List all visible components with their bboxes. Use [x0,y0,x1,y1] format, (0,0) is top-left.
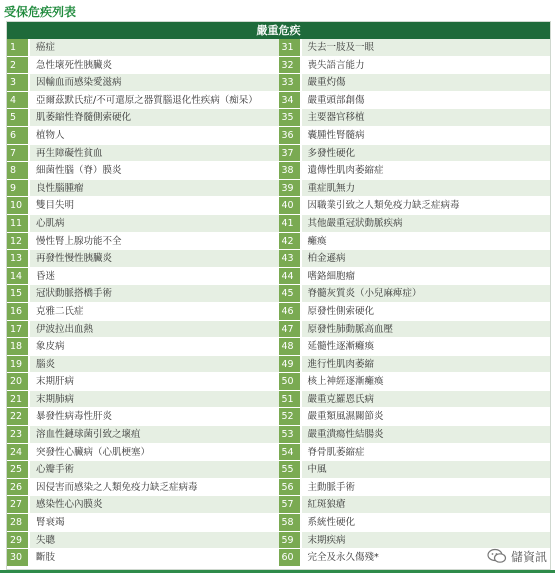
table-row [7,180,279,198]
row-number: 12 [7,233,30,250]
table-row [279,233,551,251]
table-row [279,162,551,180]
table-row [7,373,279,391]
bottom-rule [0,570,555,573]
row-number: 7 [7,145,30,162]
row-number: 57 [279,496,302,513]
table-row [7,162,279,180]
table-row [279,180,551,198]
row-number: 45 [279,285,302,302]
row-number: 48 [279,338,302,355]
illness-name: 腦炎 [30,356,279,373]
table-row [279,145,551,163]
table-row [279,408,551,426]
table-row [279,74,551,92]
row-number: 46 [279,303,302,320]
table-row [7,321,279,339]
illness-name: 其他嚴重冠狀動脈疾病 [302,215,551,232]
table-row [7,426,279,444]
row-number: 32 [279,57,302,74]
table-row [279,321,551,339]
illness-name: 再生障礙性貧血 [30,145,279,162]
row-number: 5 [7,109,30,126]
left-column [7,39,279,567]
row-number: 38 [279,162,302,179]
illness-name: 慢性腎上腺功能不全 [30,233,279,250]
illness-name: 主動脈手術 [302,479,551,496]
row-number: 10 [7,197,30,214]
row-number: 9 [7,180,30,197]
row-number: 11 [7,215,30,232]
row-number: 18 [7,338,30,355]
illness-name: 溶血性鏈球菌引致之壞疽 [30,426,279,443]
illness-name: 囊腫性腎髓病 [302,127,551,144]
table-row [279,373,551,391]
row-number: 13 [7,250,30,267]
row-number: 54 [279,444,302,461]
table-row [7,74,279,92]
illness-name: 植物人 [30,127,279,144]
table-row [7,250,279,268]
row-number: 50 [279,373,302,390]
row-number: 49 [279,356,302,373]
table-row [7,532,279,550]
illness-name: 完全及永久傷殘* [302,549,551,566]
illness-name: 主要器官移植 [302,109,551,126]
illness-name: 昏迷 [30,268,279,285]
row-number: 26 [7,479,30,496]
illness-name: 嚴重潰瘍性結腸炎 [302,426,551,443]
illness-name: 雙目失明 [30,197,279,214]
row-number: 23 [7,426,30,443]
table-row [7,57,279,75]
row-number: 33 [279,74,302,91]
row-number: 21 [7,391,30,408]
row-number: 24 [7,444,30,461]
illness-name: 癌症 [30,39,279,56]
table-row [7,356,279,374]
illness-name: 感染性心內膜炎 [30,496,279,513]
row-number: 52 [279,408,302,425]
table-row [7,285,279,303]
illness-name: 多發性硬化 [302,145,551,162]
row-number: 34 [279,92,302,109]
table-row [279,127,551,145]
table-row [7,145,279,163]
illness-name: 末期肺病 [30,391,279,408]
table-row [279,250,551,268]
table-row [7,514,279,532]
row-number: 3 [7,74,30,91]
row-number: 60 [279,549,302,566]
illness-name: 因輸血而感染愛滋病 [30,74,279,91]
table-row [279,109,551,127]
illness-name: 重症肌無力 [302,180,551,197]
row-number: 44 [279,268,302,285]
table-row [279,496,551,514]
right-column [279,39,551,567]
table-row [7,197,279,215]
illness-name: 柏金遜病 [302,250,551,267]
table-row [7,444,279,462]
table-row [7,461,279,479]
illness-name: 肌萎縮性脊髓側索硬化 [30,109,279,126]
table-row [279,268,551,286]
row-number: 8 [7,162,30,179]
row-number: 30 [7,549,30,566]
illness-name: 嗜鉻細胞瘤 [302,268,551,285]
row-number: 27 [7,496,30,513]
row-number: 29 [7,532,30,549]
illness-name: 末期肝病 [30,373,279,390]
row-number: 28 [7,514,30,531]
illness-name: 進行性肌肉萎縮 [302,356,551,373]
illness-name: 心瓣手術 [30,461,279,478]
table-row [7,39,279,57]
illness-name: 斷肢 [30,549,279,566]
row-number: 58 [279,514,302,531]
illness-name: 延髓性逐漸癱瘓 [302,338,551,355]
table-row [279,444,551,462]
illness-name: 暴發性病毒性肝炎 [30,408,279,425]
illness-name: 喪失語言能力 [302,57,551,74]
row-number: 2 [7,57,30,74]
illness-name: 良性腦腫瘤 [30,180,279,197]
table-row [7,92,279,110]
table-row [7,391,279,409]
illness-name: 嚴重類風濕關節炎 [302,408,551,425]
table-row [7,127,279,145]
row-number: 17 [7,321,30,338]
illness-name: 中風 [302,461,551,478]
table-row [7,549,279,567]
illness-name: 因職業引致之人類免疫力缺乏症病毒 [302,197,551,214]
row-number: 40 [279,197,302,214]
table-row [279,479,551,497]
row-number: 25 [7,461,30,478]
illness-name: 突發性心臟病（心肌梗塞） [30,444,279,461]
illness-name: 癱瘓 [302,233,551,250]
table-row [279,391,551,409]
table-row [7,233,279,251]
illness-name: 失去一肢及一眼 [302,39,551,56]
illness-name: 冠狀動脈搭橋手術 [30,285,279,302]
illness-name: 核上神經逐漸癱瘓 [302,373,551,390]
table-row [279,426,551,444]
row-number: 6 [7,127,30,144]
table-row [279,197,551,215]
table-row [279,57,551,75]
illness-name: 末期疾病 [302,532,551,549]
table-row [7,215,279,233]
row-number: 36 [279,127,302,144]
row-number: 14 [7,268,30,285]
row-number: 35 [279,109,302,126]
table-row [7,303,279,321]
illness-name: 克雅二氏症 [30,303,279,320]
table-row [279,215,551,233]
row-number: 16 [7,303,30,320]
row-number: 15 [7,285,30,302]
table-row [7,338,279,356]
table-header: 嚴重危疾 [7,22,550,39]
row-number: 51 [279,391,302,408]
illness-name: 急性壞死性胰臟炎 [30,57,279,74]
illness-name: 伊波拉出血熱 [30,321,279,338]
table-row [279,461,551,479]
row-number: 43 [279,250,302,267]
row-number: 55 [279,461,302,478]
illness-name: 遺傳性肌肉萎縮症 [302,162,551,179]
table-row [7,479,279,497]
illness-name: 因侵害而感染之人類免疫力缺乏症病毒 [30,479,279,496]
illness-name: 心肌病 [30,215,279,232]
row-number: 1 [7,39,30,56]
illness-name: 嚴重灼傷 [302,74,551,91]
watermark-text: 儲資訊 [510,549,547,564]
row-number: 42 [279,233,302,250]
row-number: 22 [7,408,30,425]
row-number: 56 [279,479,302,496]
row-number: 19 [7,356,30,373]
table-row [279,514,551,532]
illness-name: 紅斑狼瘡 [302,496,551,513]
row-number: 53 [279,426,302,443]
illness-name: 脊骨肌萎縮症 [302,444,551,461]
table-row [279,285,551,303]
wechat-icon [487,548,507,564]
table-row [279,39,551,57]
table-row [7,268,279,286]
row-number: 41 [279,215,302,232]
table-row [279,303,551,321]
illness-name: 再發性慢性胰臟炎 [30,250,279,267]
illness-name: 失聰 [30,532,279,549]
illness-name: 象皮病 [30,338,279,355]
row-number: 59 [279,532,302,549]
critical-illness-table [6,21,551,570]
illness-name: 系統性硬化 [302,514,551,531]
illness-name: 嚴重克羅恩氏病 [302,391,551,408]
row-number: 20 [7,373,30,390]
table-row [279,92,551,110]
page-title: 受保危疾列表 [4,5,77,19]
table-row [7,408,279,426]
illness-name: 亞爾茲默氏症/不可還原之器質腦退化性疾病（痴呆） [30,92,279,109]
table-row [279,356,551,374]
table-row [279,338,551,356]
table-row [7,109,279,127]
illness-name: 腎衰竭 [30,514,279,531]
illness-name: 嚴重頭部創傷 [302,92,551,109]
table-row [7,496,279,514]
illness-name: 原發性側索硬化 [302,303,551,320]
illness-name: 原發性肺動脈高血壓 [302,321,551,338]
row-number: 37 [279,145,302,162]
row-number: 47 [279,321,302,338]
row-number: 39 [279,180,302,197]
row-number: 31 [279,39,302,56]
row-number: 4 [7,92,30,109]
watermark [487,545,547,567]
illness-name: 脊髓灰質炎（小兒麻痺症） [302,285,551,302]
illness-name: 細菌性腦（脊）膜炎 [30,162,279,179]
